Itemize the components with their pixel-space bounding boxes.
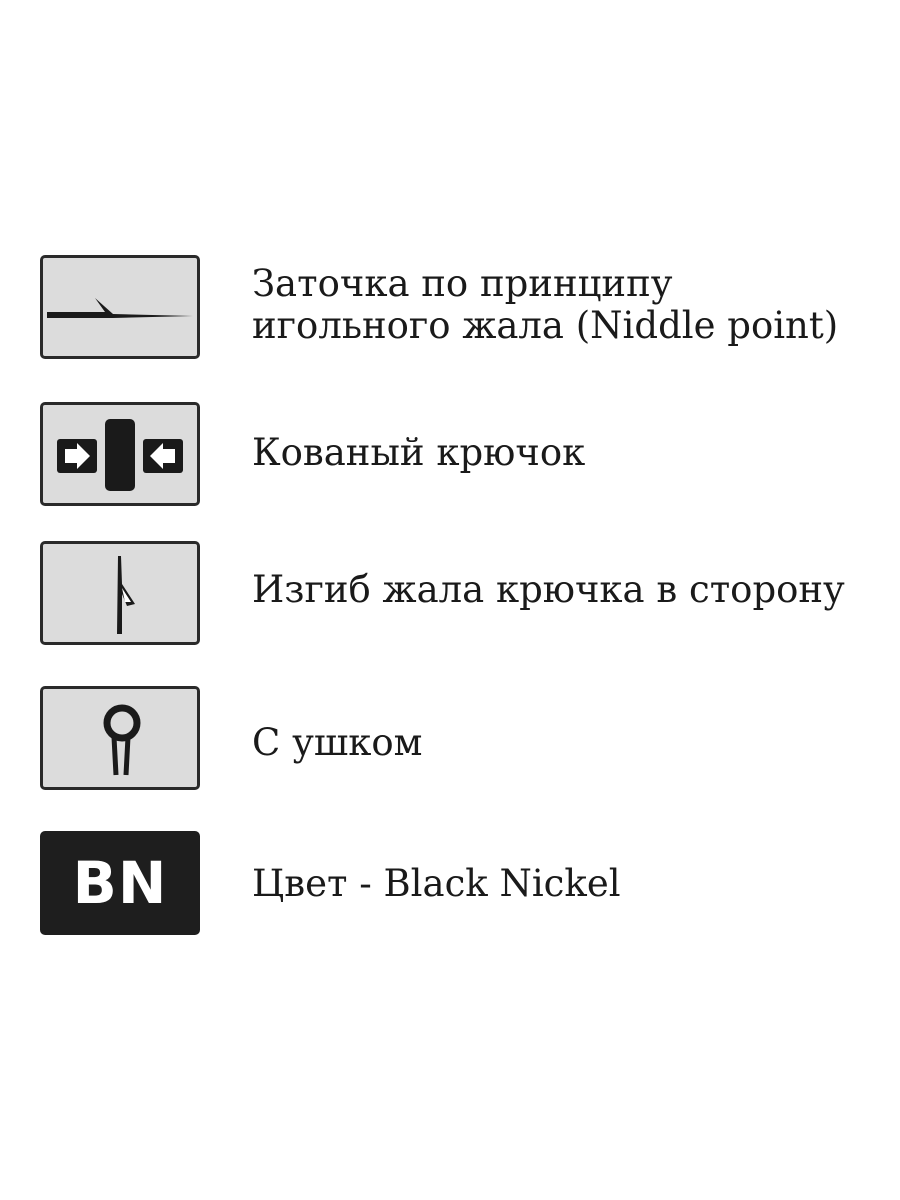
forged-hook-icon — [40, 402, 200, 506]
feature-label: Заточка по принципу игольного жала (Niddle point) — [252, 262, 839, 347]
offset-point-icon — [40, 541, 200, 645]
needle-point-icon — [40, 255, 200, 359]
feature-label: Изгиб жала крючка в сторону — [252, 568, 845, 611]
black-nickel-badge — [40, 831, 200, 935]
feature-label: Кованый крючок — [252, 431, 586, 474]
feature-label: Цвет - Black Nickel — [252, 862, 621, 905]
badge-label: BN — [72, 849, 168, 917]
ringed-eye-icon — [40, 686, 200, 790]
feature-label: С ушком — [252, 721, 423, 764]
